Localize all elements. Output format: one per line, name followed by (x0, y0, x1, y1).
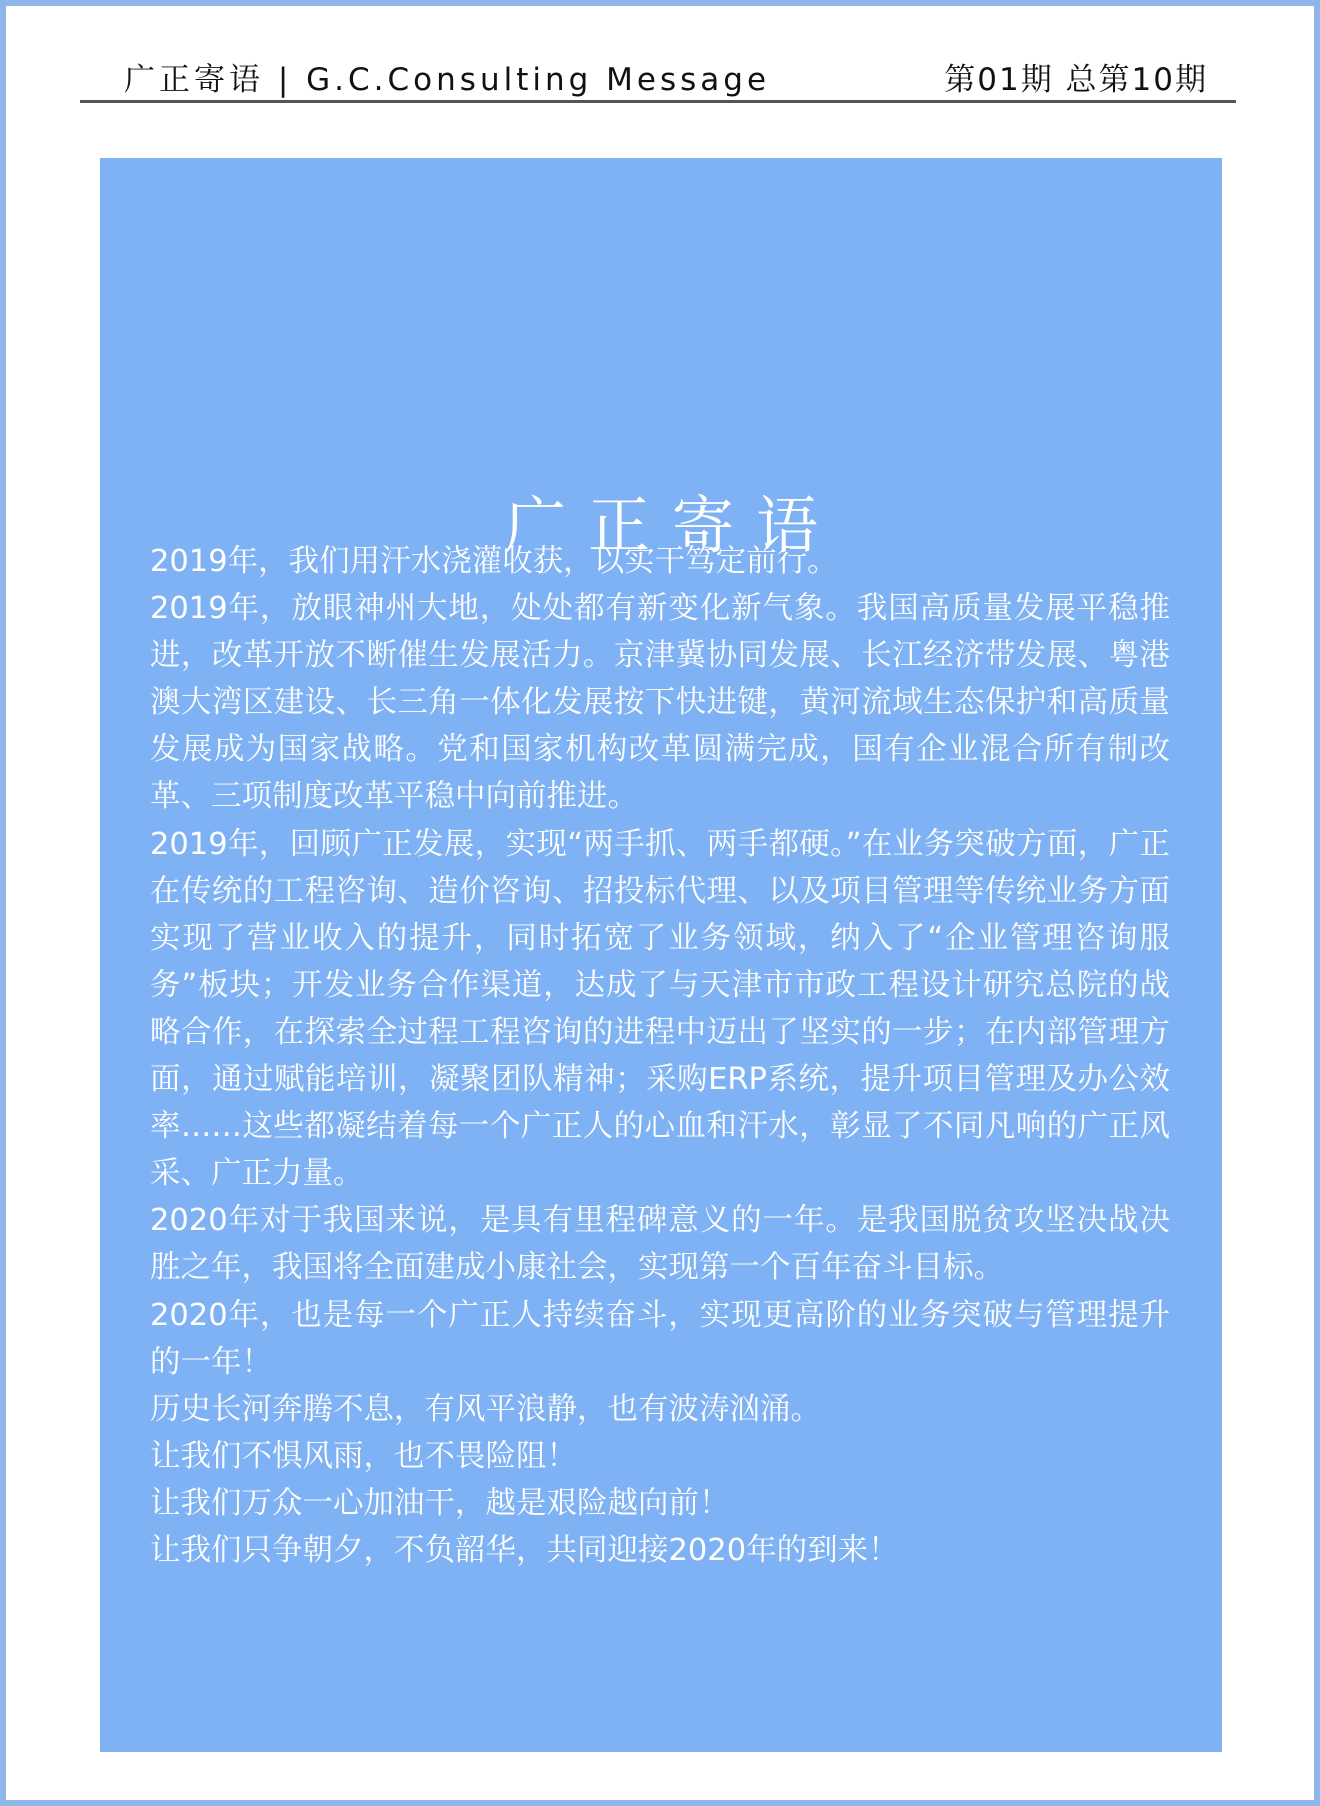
paragraph-2: 2019年，放眼神州大地，处处都有新变化新气象。我国高质量发展平稳推进，改革开放不断催生发展活力。京津冀协同发展、长江经济带发展、粤港澳大湾区建设、长三角一体化发展按下快进键，黄河流域生态保护和高质量发展成为国家战略。党和国家机构改革圆满完成，国有企业混合所有制改革、三项制度改革平稳中向前推进。 (150, 591, 1170, 815)
header-issue-number: 第01期 总第10期 (944, 62, 1208, 98)
paragraph-1: 2019年，我们用汗水浇灌收获，以实干笃定前行。 (150, 544, 838, 579)
paragraph-3: 2019年，回顾广正发展，实现“两手抓、两手都硬。”在业务突破方面，广正在传统的工程咨询、造价咨询、招投标代理、以及项目管理等传统业务方面实现了营业收入的提升，同时拓宽了业务领域，纳入了“企业管理咨询服务”板块；开发业务合作渠道，达成了与天津市市政工程设计研究总院的战略合作，在探索全过程工程咨询的进程中迈出了坚实的一步；在内部管理方面，通过赋能培训，凝聚团队精神；采购ERP系统，提升项目管理及办公效率……这些都凝结着每一个广正人的心血和汗水，彰显了不同凡响的广正风采、广正力量。 (150, 826, 1170, 1192)
message-body (150, 538, 1170, 1574)
paragraph-6: 历史长河奔腾不息，有风平浪静，也有波涛汹涌。 (150, 1391, 821, 1427)
paragraph-9: 让我们只争朝夕，不负韶华，共同迎接2020年的到来！ (150, 1532, 899, 1568)
paragraph-8: 让我们万众一心加油干，越是艰险越向前！ (150, 1485, 730, 1521)
paragraph-4: 2020年对于我国来说，是具有里程碑意义的一年。是我国脱贫攻坚决战决胜之年，我国将全面建成小康社会，实现第一个百年奋斗目标。 (150, 1203, 1170, 1286)
page-header (80, 48, 1236, 103)
header-column-title: 广正寄语 | G.C.Consulting Message (124, 62, 771, 98)
paragraph-7: 让我们不惧风雨，也不畏险阻！ (150, 1438, 577, 1474)
paragraph-5: 2020年，也是每一个广正人持续奋斗，实现更高阶的业务突破与管理提升的一年！ (150, 1297, 1170, 1380)
panel-title: 广正寄语 (503, 489, 840, 562)
